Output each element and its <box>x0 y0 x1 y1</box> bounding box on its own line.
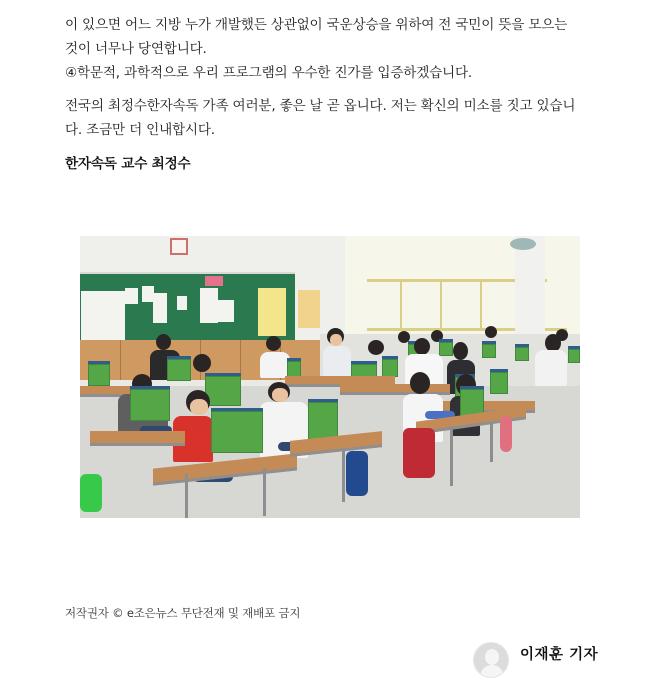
student <box>414 338 430 355</box>
student-face <box>190 399 208 415</box>
student <box>193 354 211 372</box>
desk-leg <box>450 426 453 486</box>
article-photo <box>80 236 580 518</box>
shopping-bag <box>346 451 368 496</box>
student <box>453 342 468 360</box>
textbook <box>482 341 496 358</box>
desk <box>90 431 185 446</box>
poster <box>81 291 125 343</box>
text-line: 전국의 최정수한자속독 가족 여러분, 좋은 날 곧 옵니다. 저는 확신의 미소를 짓고 있습니 <box>65 98 576 114</box>
cabinet-divider <box>120 340 121 380</box>
desk-leg <box>490 422 493 462</box>
poster <box>177 296 187 310</box>
student <box>410 372 430 394</box>
author-name[interactable]: 이재훈 기자 <box>520 646 599 663</box>
author-byline[interactable] <box>473 642 598 678</box>
article-paragraph <box>65 13 625 85</box>
photo-pillar <box>515 236 545 346</box>
textbook <box>515 344 529 361</box>
textbook <box>439 339 453 356</box>
article-signature: 한자속독 교수 최정수 <box>65 156 191 172</box>
textbook <box>130 386 170 421</box>
desk-leg <box>342 450 345 502</box>
textbook <box>382 356 398 377</box>
student <box>156 334 171 350</box>
text-line: ④학문적, 과학적으로 우리 프로그램의 우수한 진가를 입증하겠습니다. <box>65 65 473 81</box>
backpack <box>403 428 435 478</box>
article-paragraph <box>65 94 625 142</box>
wall-clock-icon <box>170 238 188 255</box>
article-body <box>65 13 625 176</box>
textbook <box>211 408 263 453</box>
textbook <box>205 373 241 406</box>
window-frame <box>480 282 482 328</box>
text-line: 이 있으면 어느 지방 누가 개발했든 상관없이 국운상승을 위하여 전 국민이 뜻을 모으는 <box>65 17 568 33</box>
student-face <box>272 388 288 402</box>
student-face <box>330 334 342 346</box>
student <box>485 326 497 338</box>
desk-leg <box>263 468 266 516</box>
textbook <box>167 356 191 381</box>
wall-poster <box>298 290 320 328</box>
student <box>368 340 384 355</box>
textbook <box>568 346 580 363</box>
window-frame <box>400 282 402 328</box>
poster <box>125 288 138 304</box>
student-shirt <box>535 350 567 386</box>
wall-fan-icon <box>510 238 536 250</box>
default-user-avatar-icon[interactable] <box>473 642 509 678</box>
student-shirt <box>260 352 290 378</box>
board-decoration <box>258 288 286 336</box>
student-shirt <box>323 346 351 376</box>
textbook <box>490 369 508 394</box>
avatar-body <box>480 665 504 678</box>
text-line: 다. 조금만 더 인내합시다. <box>65 122 215 138</box>
board-tag <box>205 276 223 286</box>
pink-bag <box>500 416 512 452</box>
window-frame <box>440 282 442 328</box>
green-bag <box>80 474 102 512</box>
student <box>266 336 281 351</box>
avatar-head <box>485 649 499 665</box>
desk-leg <box>185 474 188 518</box>
copyright-notice: 저작권자 © e조은뉴스 무단전재 및 재배포 금지 <box>65 606 301 620</box>
poster <box>216 300 234 322</box>
text-line: 것이 너무나 당연합니다. <box>65 41 207 57</box>
textbook <box>88 361 110 386</box>
poster <box>153 293 167 323</box>
